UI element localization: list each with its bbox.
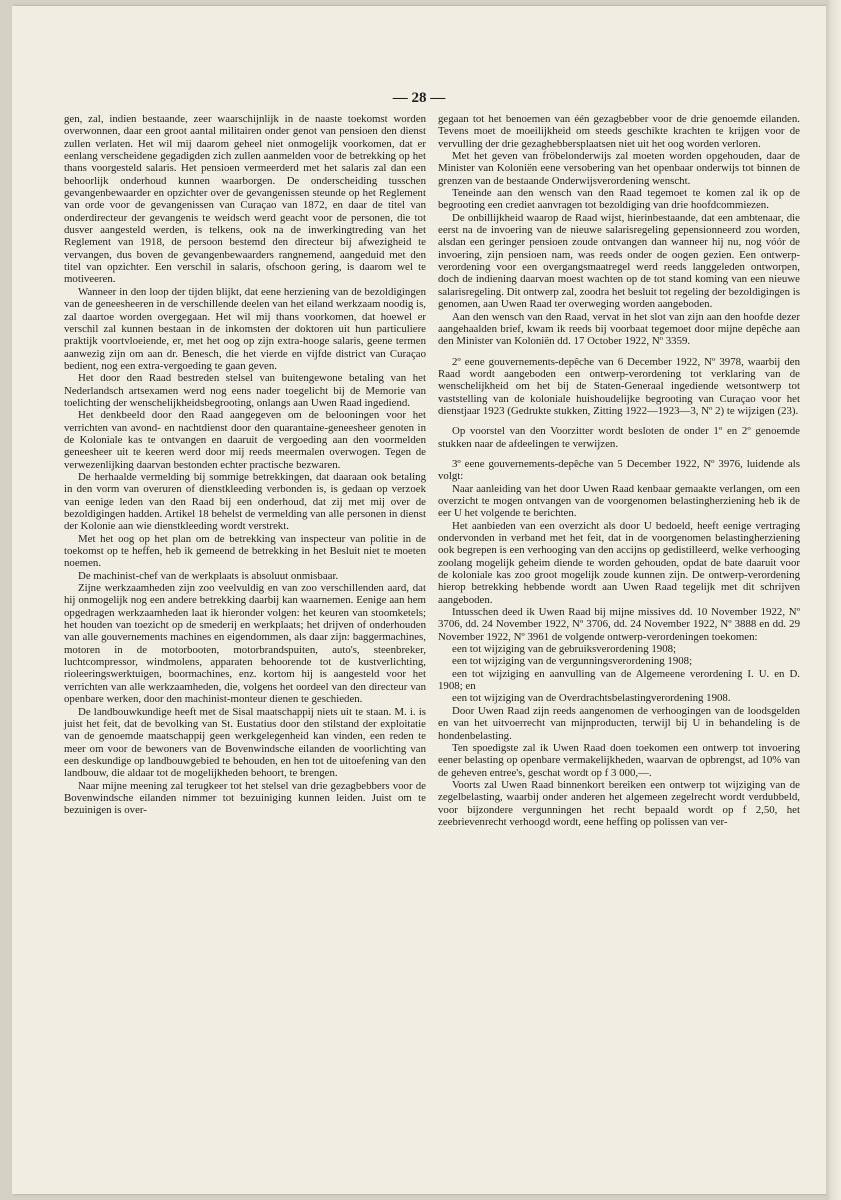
list-item: een tot wijziging van de vergunningsverordening 1908; xyxy=(452,655,693,668)
paragraph: Op voorstel van den Voorzitter wordt besloten de onder 1º en 2º genoemde stukken naar de afdeelingen te verwijzen. xyxy=(438,425,800,450)
paragraph: Het aanbieden van een overzicht als door U bedoeld, heeft eenige vertraging ondervonden in verband met het feit, dat in de voorgenomen belastingherziening ook begrepen is een verhooging van den accijns op gedistilleerd, welke verhooging zoolang mogelijk geheim diende te worden gehouden, opdat de bate daaruit voor de koloniale kas zoo groot mogelijk zoude kunnen zijn. De ontwerp-verordening hierop betrekking hebbende wordt aan Uwen Raad tegelijk met dit schrijven aangeboden. xyxy=(438,519,800,606)
paragraph: Met het oog op het plan om de betrekking van inspecteur van politie in de toekomst op te heffen, heb ik gemeend de betrekking in het Besluit niet te moeten noemen. xyxy=(64,532,426,570)
paragraph: Door Uwen Raad zijn reeds aangenomen de verhoogingen van de loodsgelden en van het uitvoerrecht van mijnproducten, terwijl bij U in behandeling is de hondenbelasting. xyxy=(438,704,800,742)
paragraph: Met het geven van fröbelonderwijs zal moeten worden opgehouden, daar de Minister van Koloniën eene versobering van het openbaar onderwijs tot binnen de grenzen van de bestaande Onderwijsverordening wenscht. xyxy=(438,150,800,187)
paragraph: Naar aanleiding van het door Uwen Raad kenbaar gemaakte verlangen, om een overzicht te mogen ontvangen van de voorgenomen belastingherziening heb ik de eer U het volgende te berichten. xyxy=(438,482,800,520)
paragraph: Ten spoedigste zal ik Uwen Raad doen toekomen een ontwerp tot invoering eener belasting op openbare vermakelijkheden, waarvan de opbrengst, ad 10% van de geheven entree's, geschat wordt op f 3 000,—. xyxy=(438,741,800,779)
paragraph: Wanneer in den loop der tijden blijkt, dat eene herziening van de bezoldigingen van de geneesheeren in de verschillende deelen van het eiland werkzaam noodig is, zal daartoe worden overgegaan. Het wil mij thans voorkomen, dat hoewel er verschil zal kunnen bestaan in de inkomsten der doktoren uit hun particuliere praktijk voortvloeiende, er, met het oog op zijn extra-hooge salaris, geene termen aanwezig zijn om aan dr. Benesch, die het vierde en vijfde district van Curaçao bedient, nog een extra-vergoeding te gaan geven. xyxy=(64,285,426,372)
paragraph: Naar mijne meening zal terugkeer tot het stelsel van drie gezagbebbers voor de Bovenwindsche eilanden nimmer tot bezuiniging kunnen leiden. Juist om te bezuinigen is over- xyxy=(64,779,426,817)
paragraph: Teneinde aan den wensch van den Raad tegemoet te komen zal ik op de begrooting een crediet aanvragen tot bezoldiging van drie hoofdcommiezen. xyxy=(438,187,800,212)
paragraph: De landbouwkundige heeft met de Sisal maatschappij niets uit te staan. M. i. is juist het feit, dat de bevolking van St. Eustatius door den stilstand der exploitatie van de genoemde maatschappij geen werkgelegenheid kan vinden, een reden te meer om voor de bewoners van de Bovenwindsche eilanden de voorlichting van een deskundige op landbouwgebied te behouden, en hen tot de uitoefening van den landbouw, die aldaar tot de mogelijkheden behoort, te brengen. xyxy=(64,705,426,780)
document-page xyxy=(12,6,826,1194)
paragraph: Voorts zal Uwen Raad binnenkort bereiken een ontwerp tot wijziging van de zegelbelasting, waarbij onder anderen het algemeen zegelrecht wordt verdubbeld, voor bijzondere vergunningen het recht bepaald wordt op f 2,50, het zeebrievenrecht verhoogd wordt, eene heffing op polissen van ver- xyxy=(438,778,800,828)
left-column xyxy=(64,113,426,817)
paragraph: 3º eene gouvernements-depêche van 5 December 1922, Nº 3976, luidende als volgt: xyxy=(438,457,800,483)
paragraph: Intusschen deed ik Uwen Raad bij mijne missives dd. 10 November 1922, Nº 3706, dd. 24 November 1922, Nº 3706, dd. 24 November 1922, Nº 3888 en dd. 29 November 1922, Nº 3961 de volgende ontwerp-verordeningen toekomen: xyxy=(438,606,800,643)
paragraph: De onbillijkheid waarop de Raad wijst, hierinbestaande, dat een ambtenaar, die eerst na de invoering van de nieuwe salarisregeling gepensionneerd zou worden, alsdan een geringer pensioen zoude ontvangen dan wanneer hij nu, nog vóór de invoering, zijn pensioen nam, was reeds onder de oogen gezien. Een ontwerp-verordening voor een overgangsmaatregel werd reeds langgeleden ontworpen, doch de indiening daarvan moest wachten op de tot stand koming van een nieuwe salarisregeling. Dit ontwerp zal, zoodra het besluit tot regeling der bezoldigingen is genomen, aan Uwen Raad ter overweging worden aangeboden. xyxy=(438,211,800,311)
paragraph: 2º eene gouvernements-depêche van 6 December 1922, Nº 3978, waarbij den Raad wordt aangeboden een ontwerp-verordening tot verklaring van de wenschelijkheid om het bij de Staten-Generaal ingediende wetsontwerp tot vaststelling van de koloniale huishoudelijke begrooting van Curaçao voor het dienstjaar 1923 (Gedrukte stukken, Zitting 1922—1923—3, Nº 2) te wijzigen (23). xyxy=(438,355,800,417)
list-item: een tot wijziging van de Overdrachtsbelastingverordening 1908. xyxy=(452,692,731,705)
page-number: — 28 — xyxy=(392,90,446,106)
paragraph: Zijne werkzaamheden zijn zoo veelvuldig en van zoo verschillenden aard, dat hij onmogelijk nog een andere betrekking daarbij kan waarnemen. Eenige aan hem opgedragen werkzaamheden laat ik hieronder volgen: het keuren van stoomketels; het houden van toezicht op de smederij en werkplaats; het drijven of onderhouden van alle gouvernements machines en eigendommen, als daar zijn: baggermachines, motoren in de motorbooten, motorbrandspuiten, auto's, steenbreker, luchtcompressor, windmolens, apparaten behoorende tot de kustverlichting, rioleeringswerktuigen, boormachines, enz. kortom hij is aangesteld voor het verrichten van alle werkzaamheden, die, volgens het oordeel van den directeur van openbare werken, door den machinist-monteur dienen te geschieden. xyxy=(64,582,426,706)
paragraph: De machinist-chef van de werkplaats is absoluut onmisbaar. xyxy=(78,569,339,582)
list-item: een tot wijziging van de gebruiksverordening 1908; xyxy=(452,643,677,656)
list-item: een tot wijziging en aanvulling van de Algemeene verordening I. U. en D. 1908; en xyxy=(438,667,800,693)
paragraph: Het denkbeeld door den Raad aangegeven om de belooningen voor het verrichten van avond- en nachtdienst door den quarantaine-geneesheer genoten in de Koloniale kas te ontvangen en daaruit de vergoeding aan den voormelden geneesheer uit te keeren werd door mij reeds meermalen overwogen. Tegen de verwezenlijking daarvan bestonden echter practische bezwaren. xyxy=(64,409,426,471)
paragraph: De herhaalde vermelding bij sommige betrekkingen, dat daaraan ook betaling in den vorm van overuren of dienstkleeding verbonden is, is gedaan op verzoek van eenige leden van den Raad bij een onderhoud, dat zij met mij over de bezoldigingen hadden. Artikel 18 behelst de vermelding van alle personen in dienst der Kolonie aan wie dienstkleeding wordt verstrekt. xyxy=(64,470,426,533)
paragraph: Het door den Raad bestreden stelsel van buitengewone betaling van het Nederlandsch artsexamen werd nog eens nader toegelicht bij de Memorie van toelichting der wenschelijkheidsbegrooting, onlangs aan Uwen Raad ingediend. xyxy=(64,372,426,409)
paragraph: gegaan tot het benoemen van één gezagbebber voor de drie genoemde eilanden. Tevens moet de moeilijkheid om steeds geschikte krachten te krijgen voor de vervulling der drie gezaghebbersplaatsen niet uit het oog worden verloren. xyxy=(438,113,800,150)
adjacent-page-edge xyxy=(826,0,841,1200)
right-column xyxy=(438,113,800,828)
paragraph: gen, zal, indien bestaande, zeer waarschijnlijk in de naaste toekomst worden overwonnen, daar een groot aantal militairen onder genot van pensioen den dienst zullen verlaten. Het wil mij daarom geheel niet onmogelijk voorkomen, dat er eenlang verscheidene gegadigden zich zullen aanmelden voor de betrekking op het thans voorgesteld salaris. Het pensioen vermeerderd met het salaris zal dan een behoorlijk onderhoud kunnen waarborgen. De onderscheiding tusschen gevangenbewaarder en opzichter over de gevangenissen steunde op het Reglement van orde voor de gevangenissen van Curaçao van 1872, en daar de titel van onderdirecteur der gevangenis te weidsch werd geacht voor de personen, die tot dusver aangesteld werden, is telkens, ook na de inwerkingtreding van het Reglement van 1918, de persoon bestemd den directeur bij afwezigheid te vervangen, dus boven de gevangenbewaarders rangnemend, aangeduid met den titel van opzichter. Een verschil in salaris, ofschoon gering, is daarom wel te motiveeren. xyxy=(64,113,426,286)
paragraph: Aan den wensch van den Raad, vervat in het slot van zijn aan den hoofde dezer aangehaalden brief, kwam ik reeds bij voorbaat tegemoet door mijne depêche aan den Minister van Koloniën dd. 17 October 1922, Nº 3359. xyxy=(438,310,800,348)
